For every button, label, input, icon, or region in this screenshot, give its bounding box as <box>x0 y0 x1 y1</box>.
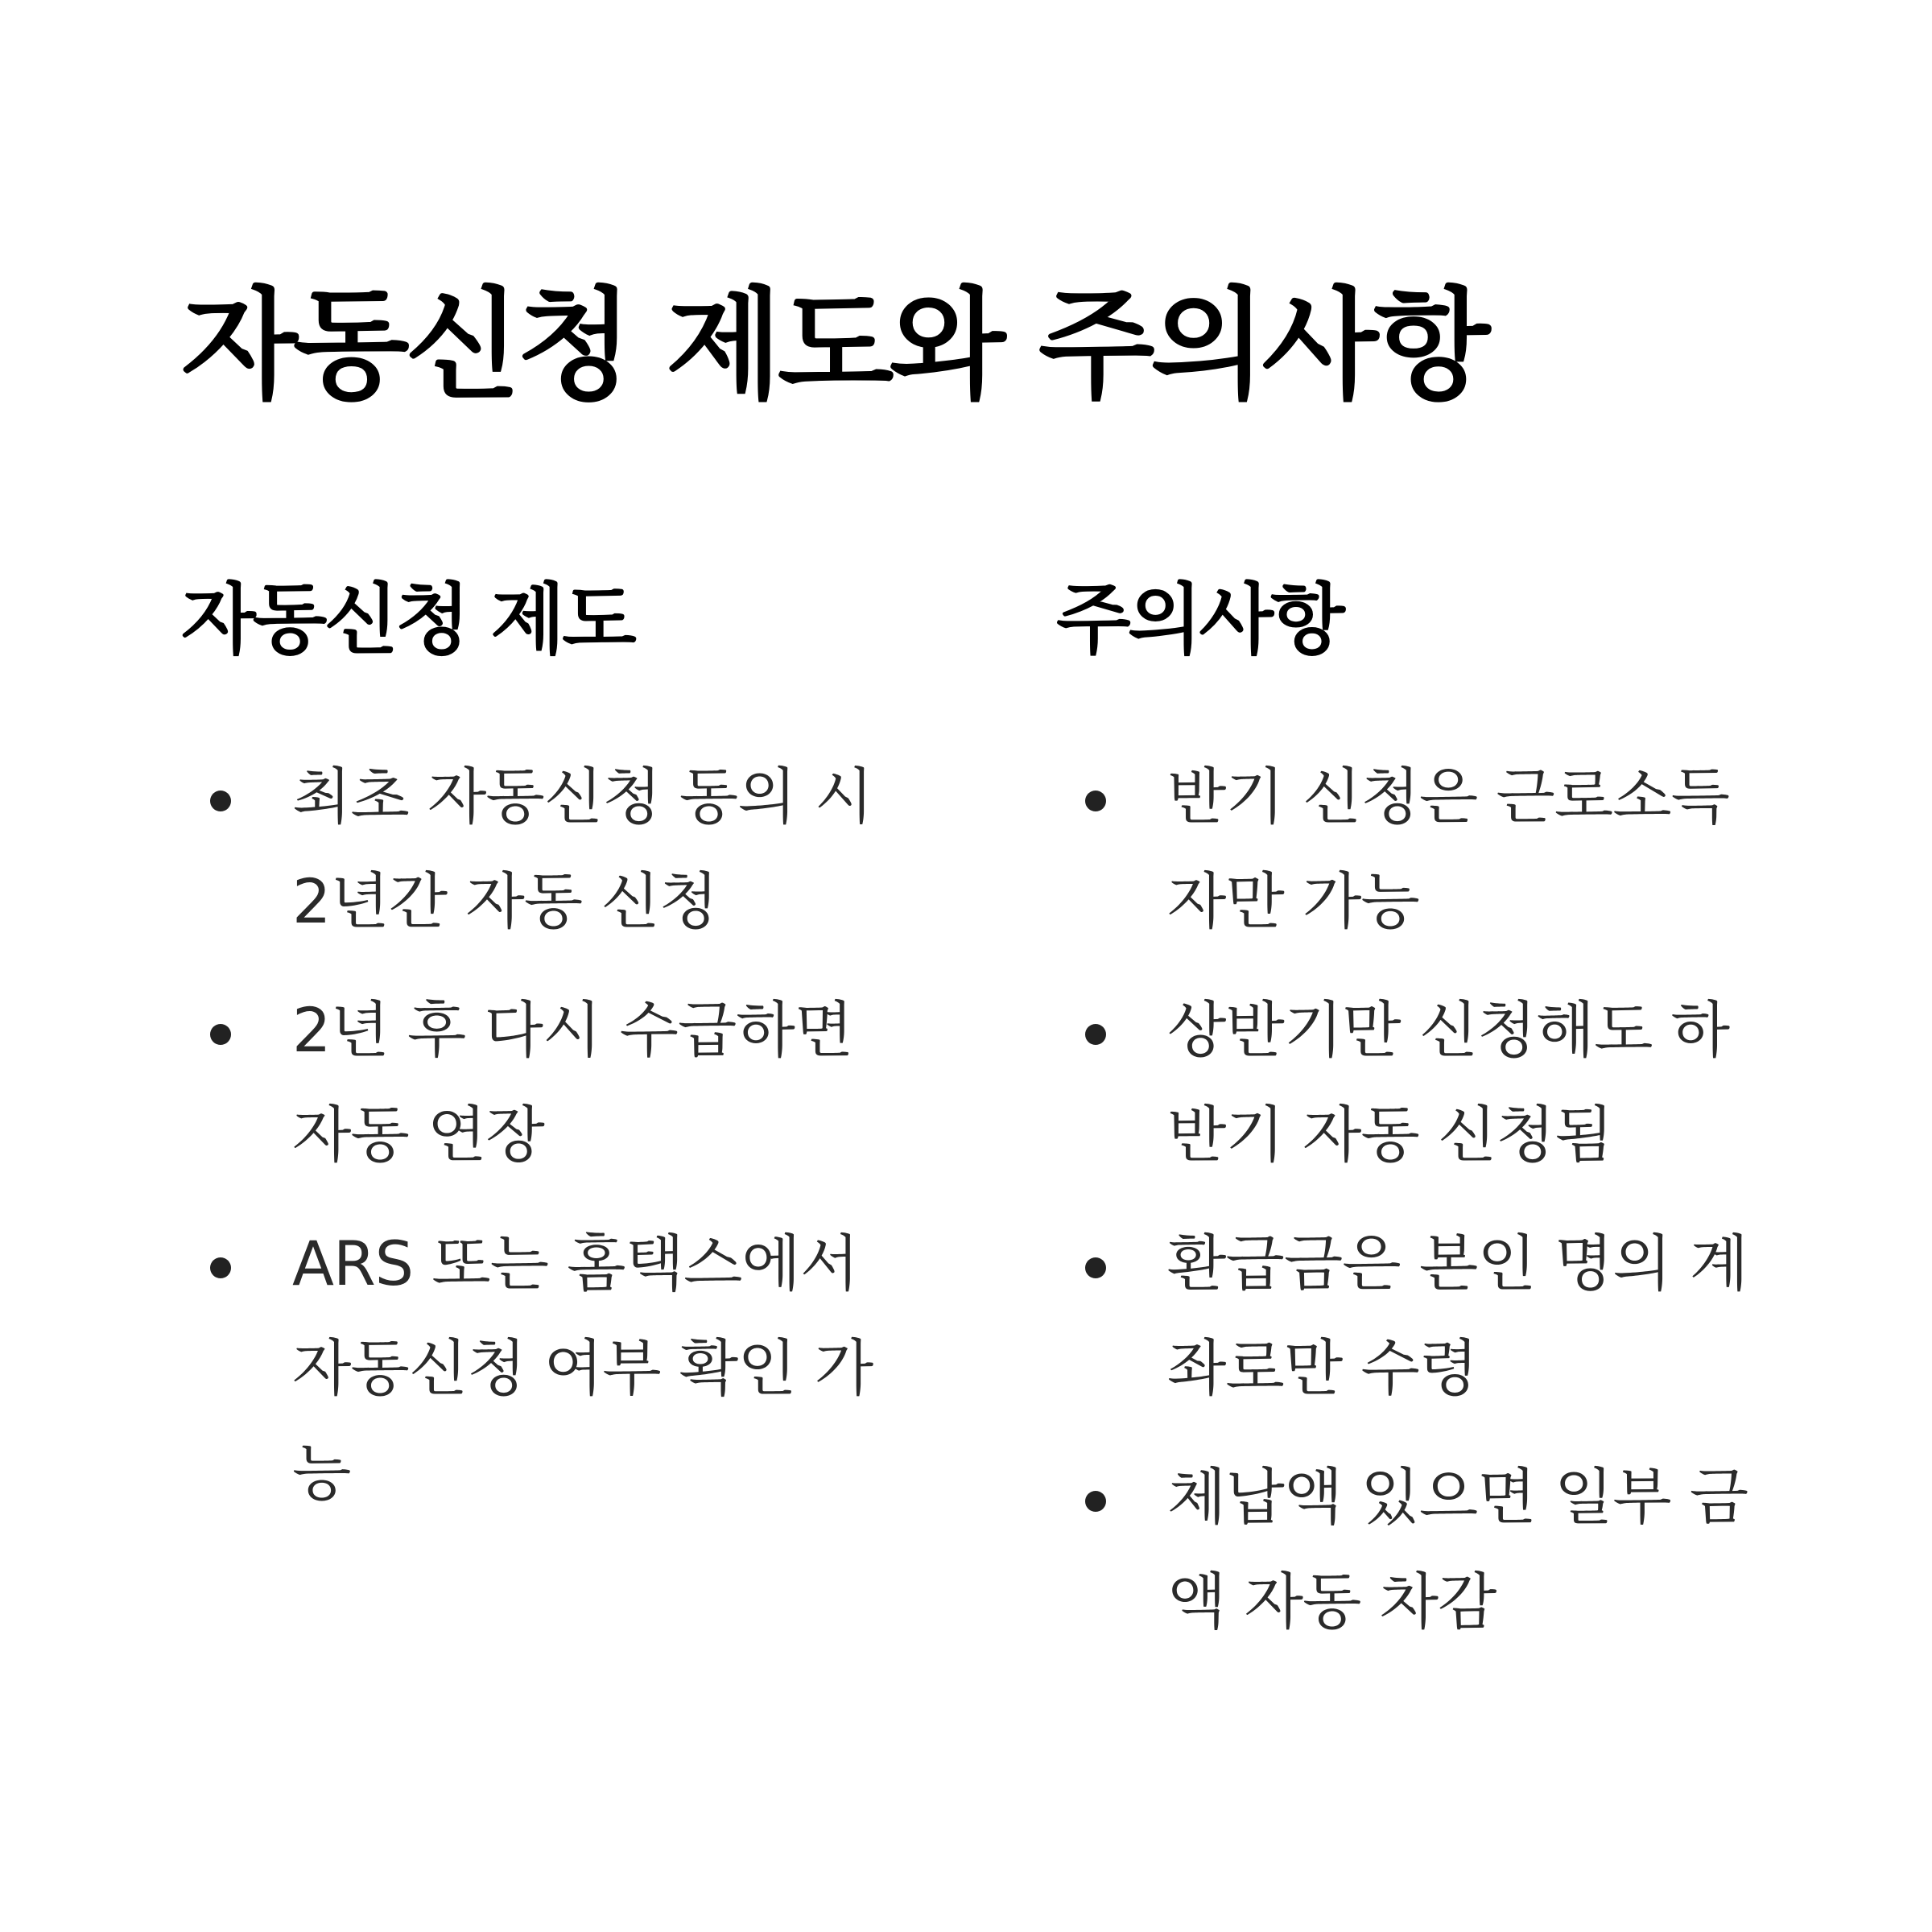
bullet-icon <box>210 1024 231 1045</box>
bullet-icon <box>210 1257 231 1278</box>
list-item-text: 환급금은 본인 명의 계좌로만 수령 <box>1167 1228 1748 1404</box>
bullet-icon <box>1085 1257 1106 1278</box>
auto-application-column <box>181 572 890 1509</box>
list-item <box>181 1212 890 1525</box>
cautions-heading: 주의사항 <box>1056 575 1342 665</box>
bullet-icon <box>1085 1024 1106 1045</box>
list-item <box>1056 1212 1765 1421</box>
list-item <box>1056 1445 1765 1654</box>
list-item <box>181 745 890 954</box>
list-item <box>1056 978 1765 1187</box>
bullet-icon <box>210 791 231 811</box>
list-item <box>181 978 890 1187</box>
list-item-text: 2년 후 다시 수급하면 자동 연장 <box>292 994 853 1170</box>
list-item-text: ARS 또는 홈택스에서 자동신청 여부 확인 가능 <box>292 1228 873 1509</box>
cautions-column <box>1056 572 1765 1637</box>
bullet-icon <box>1085 1491 1106 1512</box>
list-item <box>1056 745 1765 954</box>
auto-application-list <box>181 745 890 1550</box>
bullet-icon <box>1085 791 1106 811</box>
list-item-text: 최초 자동신청 동의 시 2년간 자동 신청 <box>292 761 873 937</box>
page-title: 자동신청 제도와 주의사항 <box>181 276 1486 416</box>
auto-application-heading: 자동신청 제도 <box>181 575 634 665</box>
list-item-text: 상반기만 신청해도 하반기 자동 신청됨 <box>1167 994 1730 1170</box>
list-item-text: 반기 신청은 근로소득자만 가능 <box>1167 761 1730 937</box>
list-item-text: 체납액 있으면 일부 금액 자동 차감 <box>1167 1461 1748 1637</box>
cautions-list <box>1056 745 1765 1678</box>
